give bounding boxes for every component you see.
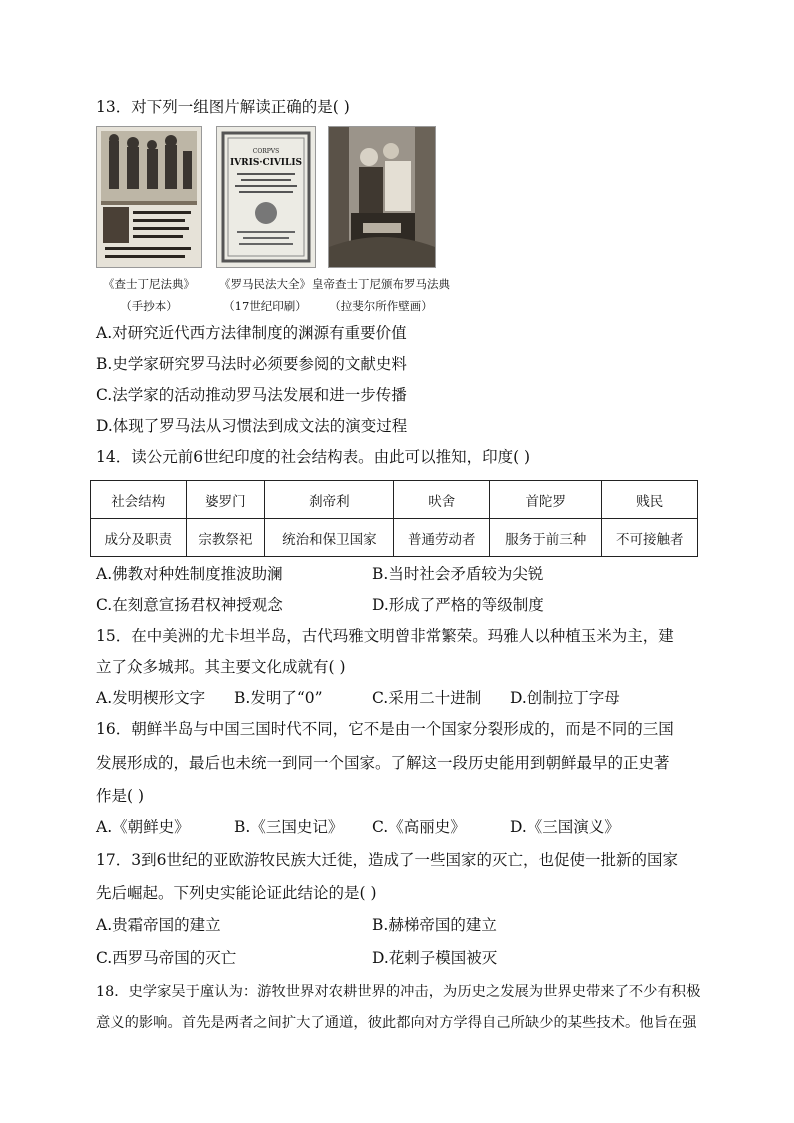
q14-option-c: C.在刻意宣扬君权神授观念: [96, 596, 283, 614]
caption-1-title: 《查士丁尼法典》: [103, 277, 195, 291]
table-cell: 宗教祭祀: [186, 519, 265, 557]
q17-option-b: B.赫梯帝国的建立: [372, 916, 497, 934]
table-cell: 贱民: [602, 481, 698, 519]
q16-option-d: D.《三国演义》: [510, 818, 620, 836]
q15-option-c: C.采用二十进制: [372, 689, 482, 707]
table-cell: 刹帝利: [265, 481, 394, 519]
table-cell: 社会结构: [91, 481, 187, 519]
caption-2-sub: （17世纪印刷）: [223, 299, 307, 313]
q16-option-a: A.《朝鲜史》: [96, 818, 190, 836]
q15-option-b: B.发明了“0”: [234, 689, 323, 707]
q17-stem-line1: 17．3到6世纪的亚欧游牧民族大迁徙，造成了一些国家的灭亡，也促使一批新的国家: [96, 851, 678, 869]
q13-option-a: A.对研究近代西方法律制度的渊源有重要价值: [96, 324, 407, 342]
book-illustration: [217, 127, 315, 267]
q13-stem: 13．对下列一组图片解读正确的是( ): [96, 98, 350, 116]
caption-3-sub: （拉斐尔所作壁画）: [329, 299, 433, 313]
q17-option-c: C.西罗马帝国的灭亡: [96, 949, 237, 967]
q18-stem-line1: 18．史学家吴于廑认为：游牧世界对农耕世界的冲击，为历史之发展为世界史带来了不少有积极: [96, 984, 701, 1000]
table-cell: 普通劳动者: [394, 519, 490, 557]
manuscript-image: [96, 126, 202, 268]
q15-stem-line2: 立了众多城邦。其主要文化成就有( ): [96, 658, 346, 676]
table-cell: 婆罗门: [186, 481, 265, 519]
q13-pictures: [96, 126, 456, 316]
q13-option-c: C.法学家的活动推动罗马法发展和进一步传播: [96, 386, 407, 404]
q15-option-a: A.发明楔形文字: [96, 689, 206, 707]
caption-3-title: 皇帝查士丁尼颁布罗马法典: [312, 277, 450, 291]
q16-stem-line1: 16．朝鲜半岛与中国三国时代不同，它不是由一个国家分裂形成的，而是不同的三国: [96, 720, 674, 738]
table-cell: 不可接触者: [602, 519, 698, 557]
q17-stem-line2: 先后崛起。下列史实能论证此结论的是( ): [96, 884, 377, 902]
book-title-line2: IVRIS·CIVILIS: [229, 158, 303, 168]
q15-option-d: D.创制拉丁字母: [510, 689, 620, 707]
q14-option-d: D.形成了严格的等级制度: [372, 596, 544, 614]
book-title-line1: CORPVS: [252, 148, 280, 155]
q14-stem: 14．读公元前6世纪印度的社会结构表。由此可以推知，印度( ): [96, 448, 531, 466]
fresco-image: [328, 126, 436, 268]
q16-stem-line3: 作是( ): [96, 787, 145, 805]
manuscript-illustration: [97, 127, 201, 267]
q14-option-b: B.当时社会矛盾较为尖锐: [372, 565, 544, 583]
table-cell: 首陀罗: [490, 481, 602, 519]
caption-1-sub: （手抄本）: [120, 299, 178, 313]
table-cell: 统治和保卫国家: [265, 519, 394, 557]
q15-stem-line1: 15．在中美洲的尤卡坦半岛，古代玛雅文明曾非常繁荣。玛雅人以种植玉米为主，建: [96, 627, 674, 645]
q16-option-b: B.《三国史记》: [234, 818, 344, 836]
caption-2-title: 《罗马民法大全》: [219, 277, 311, 291]
q17-option-a: A.贵霜帝国的建立: [96, 916, 221, 934]
q13-option-d: D.体现了罗马法从习惯法到成文法的演变过程: [96, 417, 408, 435]
table-row: [91, 519, 698, 557]
table-header-row: [91, 481, 698, 519]
q17-option-d: D.花剌子模国被灭: [372, 949, 498, 967]
table-cell: 成分及职责: [91, 519, 187, 557]
q16-stem-line2: 发展形成的，最后也未统一到同一个国家。了解这一段历史能用到朝鲜最早的正史著: [96, 754, 670, 772]
table-cell: 服务于前三种: [490, 519, 602, 557]
q13-option-b: B.史学家研究罗马法时必须要参阅的文献史料: [96, 355, 407, 373]
q18-stem-line2: 意义的影响。首先是两者之间扩大了通道，彼此都向对方学得自己所缺少的某些技术。他旨在强: [96, 1015, 697, 1031]
q16-option-c: C.《高丽史》: [372, 818, 466, 836]
table-cell: 吠舍: [394, 481, 490, 519]
printed-book-image: [216, 126, 316, 268]
fresco-illustration: [329, 127, 435, 267]
india-social-structure-table: [90, 480, 698, 557]
q14-option-a: A.佛教对种姓制度推波助澜: [96, 565, 283, 583]
